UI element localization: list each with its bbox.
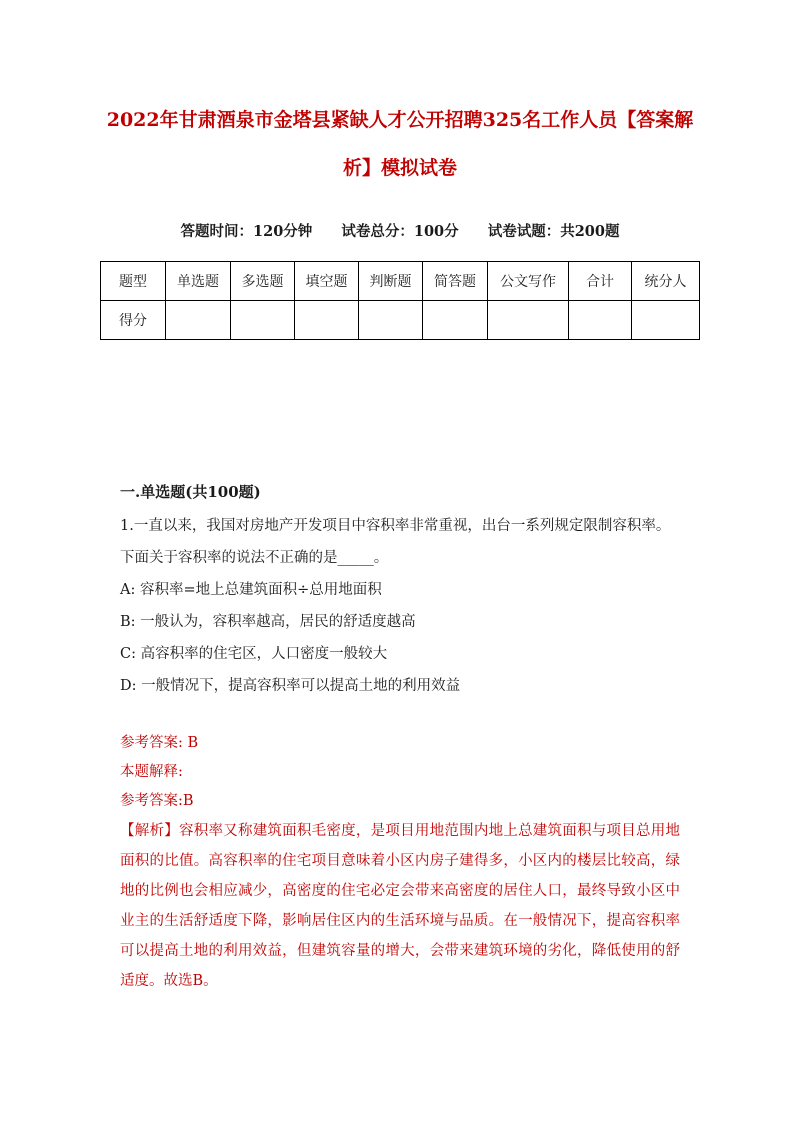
score-cell [295,301,359,340]
score-table-header-cell: 简答题 [423,262,488,301]
score-table-header-cell: 判断题 [359,262,423,301]
score-cell [488,301,569,340]
option-b: B: 一般认为，容积率越高，居民的舒适度越高 [120,614,416,630]
exam-question-count: 试卷试题：共200题 [487,223,620,240]
score-table-header-cell: 单选题 [166,262,231,301]
exam-total-score: 试卷总分：100分 [341,223,459,240]
score-table-header-cell: 统分人 [632,262,700,301]
score-cell [423,301,488,340]
explanation-text: 【解析】容积率又称建筑面积毛密度，是项目用地范围内地上总建筑面积与项目总用地面积的比值。高容积率的住宅项目意味着小区内房子建得多，小区内的楼层比较高，绿地的比例也会相应减少，高密度的住宅必定会带来高密度的居住人口，最终导致小区中业主的生活舒适度下降，影响居住区内的生活环境与品质。在一般情况下，提高容积率可以提高土地的利用效益，但建筑容量的增大，会带来建筑环境的劣化，降低使用的舒适度。故选B。 [120,823,680,989]
option-a: A: 容积率=地上总建筑面积÷总用地面积 [120,582,382,598]
score-cell [359,301,423,340]
score-table-score-row [101,301,700,340]
question-content [120,478,680,996]
score-cell [569,301,632,340]
question-text: 1.一直以来，我国对房地产开发项目中容积率非常重视，出台一系列规定限制容积率。下面关于容积率的说法不正确的是_____。 [120,518,671,566]
score-table-header-cell: 填空题 [295,262,359,301]
score-cell [231,301,295,340]
reference-answer-2: 参考答案:B [120,793,194,809]
score-row-label: 得分 [101,301,166,340]
score-table-header-row [101,262,700,301]
option-d: D: 一般情况下，提高容积率可以提高土地的利用效益 [120,678,461,694]
page-title: 2022年甘肃酒泉市金塔县紧缺人才公开招聘325名工作人员【答案解析】模拟试卷 [106,109,694,179]
reference-answer: 参考答案: B [120,735,199,751]
spacer [120,702,680,729]
exam-time: 答题时间：120分钟 [180,223,313,240]
score-table [100,261,700,340]
exam-info [100,220,700,244]
score-cell [632,301,700,340]
section-title: 一.单选题(共100题) [120,483,261,501]
score-table-header-cell: 公文写作 [488,262,569,301]
score-table-header-cell: 多选题 [231,262,295,301]
explanation-label: 本题解释: [120,764,183,780]
score-table-header-cell: 题型 [101,262,166,301]
score-cell [166,301,231,340]
option-c: C: 高容积率的住宅区，人口密度一般较大 [120,646,388,662]
score-table-header-cell: 合计 [569,262,632,301]
